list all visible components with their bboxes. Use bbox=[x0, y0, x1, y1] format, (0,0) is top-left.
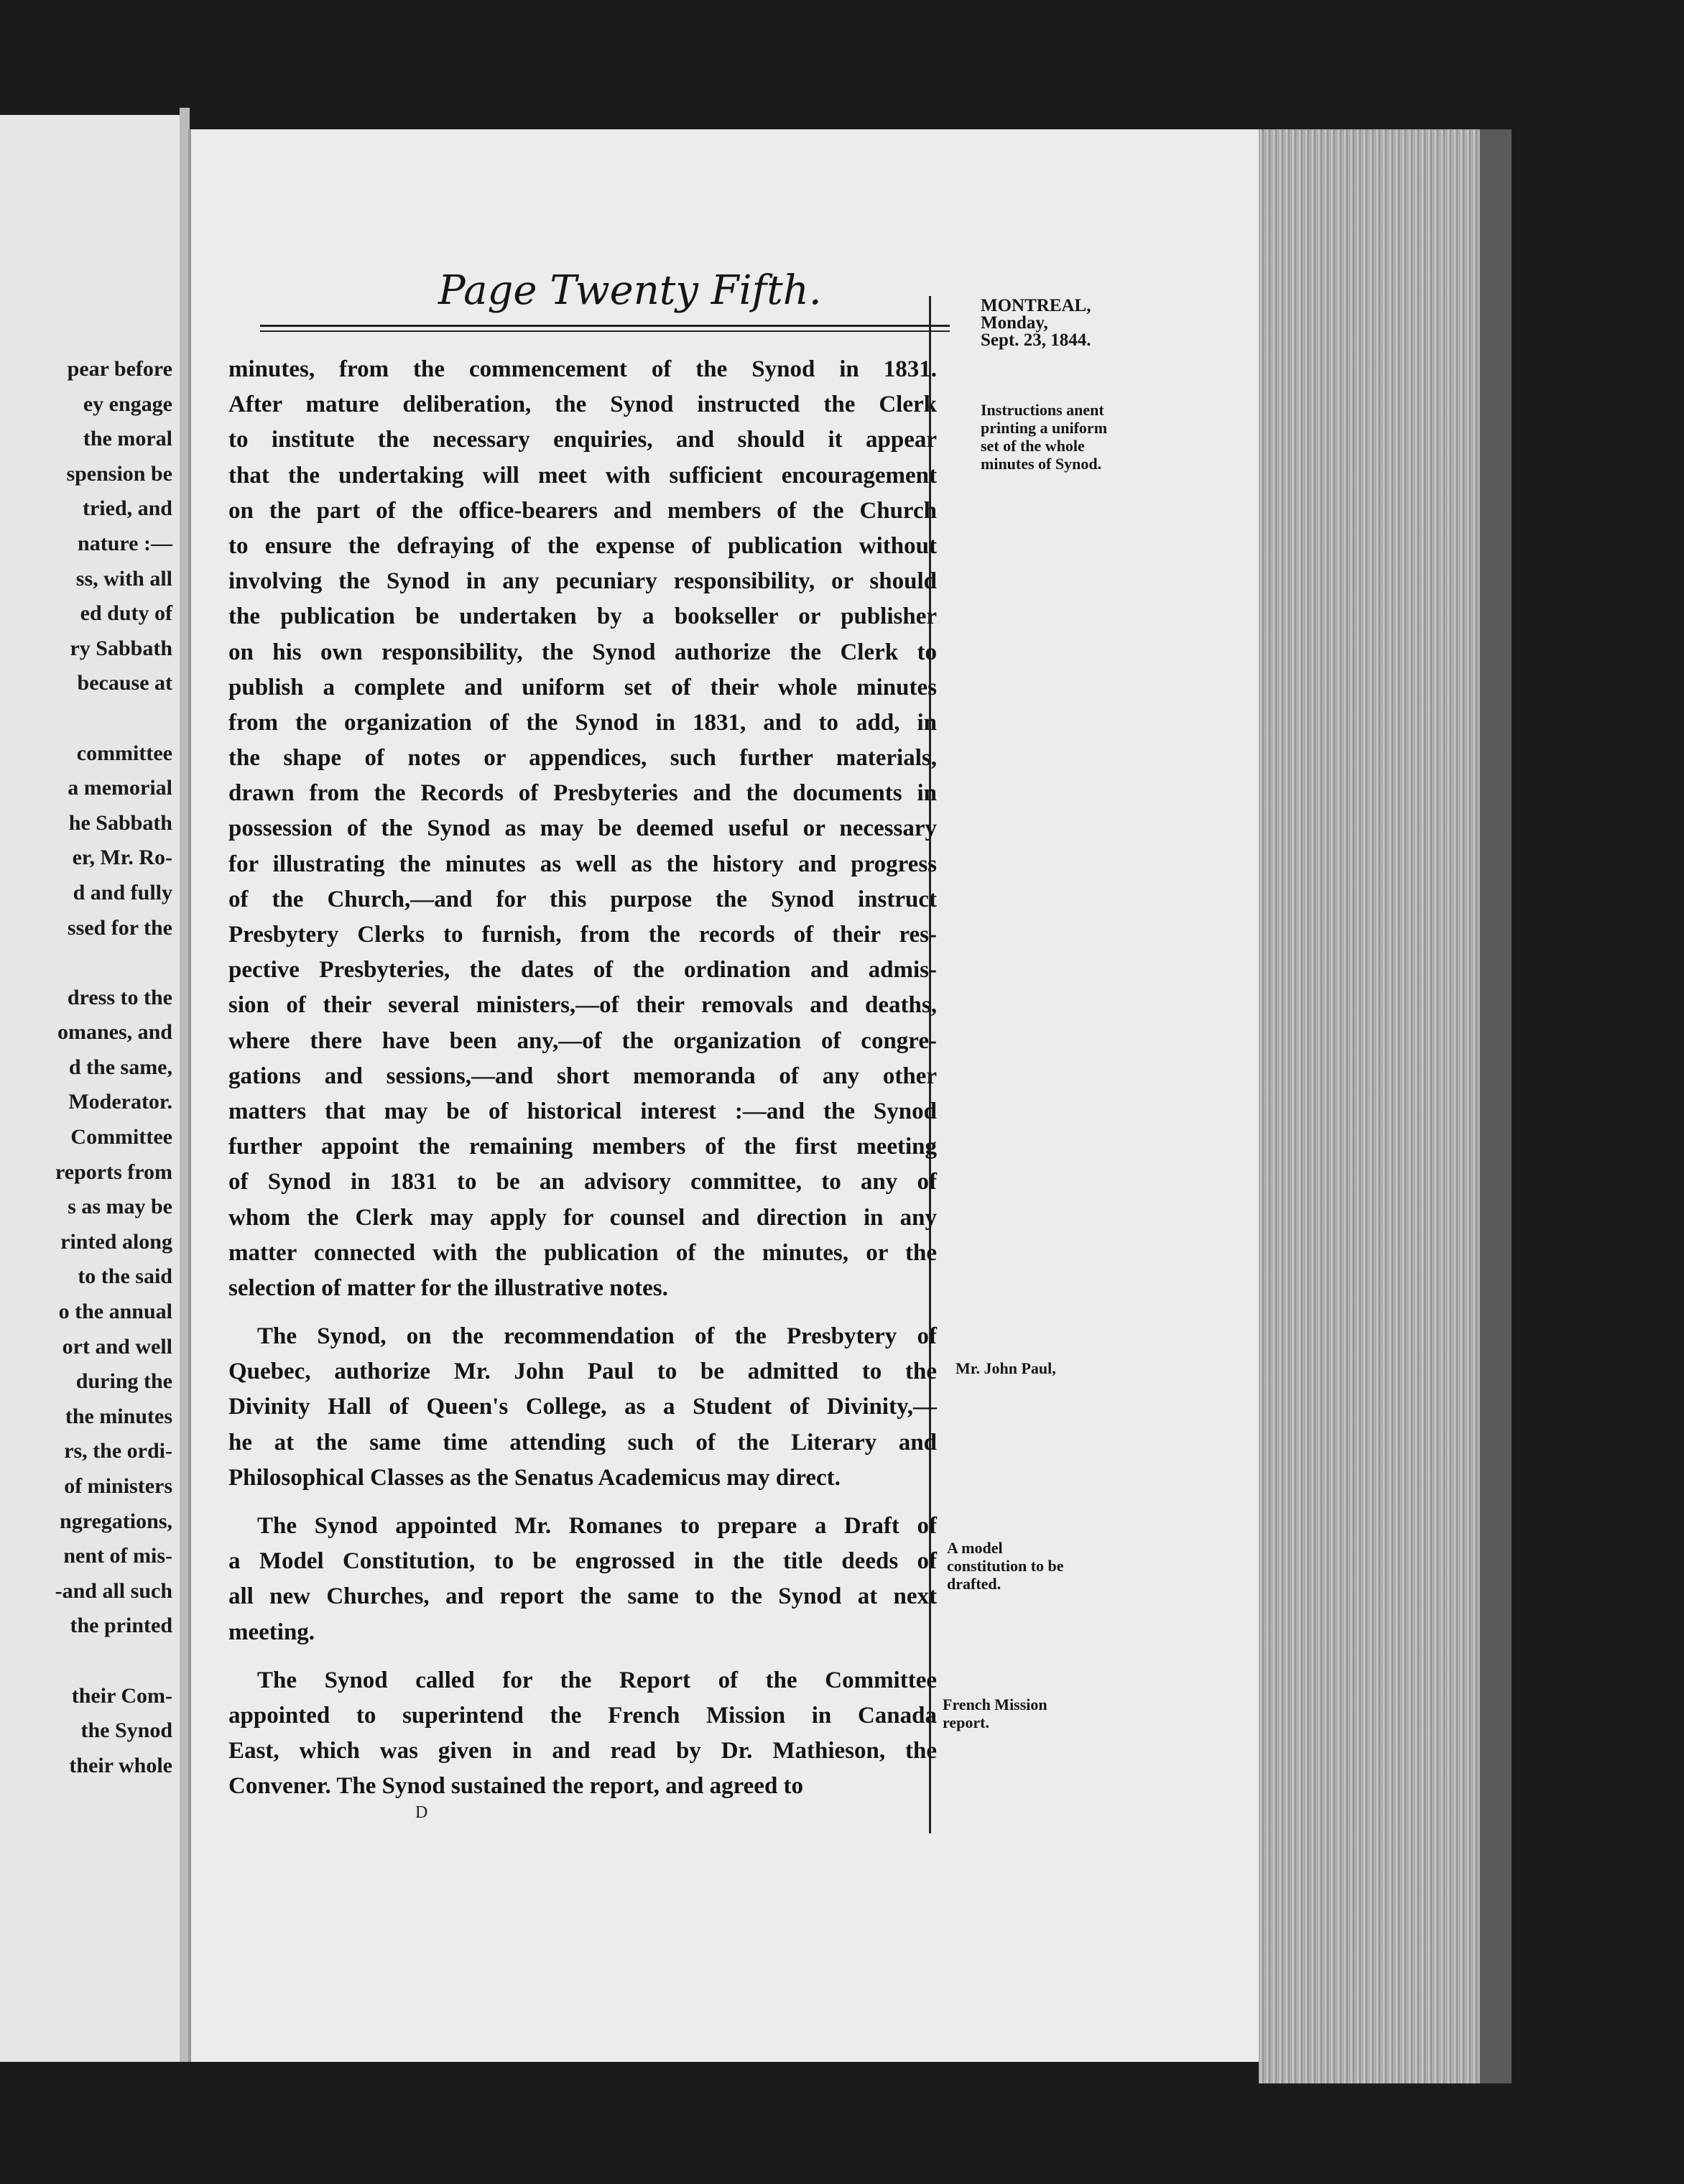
sidenote-line: French Mission bbox=[943, 1695, 1047, 1713]
facing-page-line: ss, with all bbox=[75, 566, 172, 591]
text-line: sion of their several ministers,—of their removals and deaths, bbox=[228, 992, 937, 1019]
facing-page-line: nature :— bbox=[78, 531, 172, 555]
facing-page-line: the moral bbox=[83, 427, 172, 451]
text-line: from the organization of the Synod in 1831, and to add, in bbox=[228, 709, 937, 736]
text-line: the shape of notes or appendices, such further materials, bbox=[228, 745, 937, 772]
sidenote-line: minutes of Synod. bbox=[981, 455, 1102, 473]
text-line: publish a complete and uniform set of their whole minutes bbox=[228, 674, 937, 700]
text-line: meeting. bbox=[228, 1619, 315, 1645]
text-line: Presbytery Clerks to furnish, from the records of their res- bbox=[228, 922, 937, 948]
sidenote-line: drafted. bbox=[947, 1575, 1001, 1593]
facing-page-line: of ministers bbox=[64, 1474, 172, 1498]
book-cover-edge bbox=[1480, 129, 1512, 2083]
facing-page-line: reports from bbox=[55, 1160, 172, 1184]
facing-page-line: ey engage bbox=[83, 392, 172, 416]
facing-page-line: d and fully bbox=[73, 880, 172, 904]
paragraph-gap bbox=[228, 1496, 937, 1509]
sidenote-line: constitution to be bbox=[947, 1557, 1064, 1575]
text-line: whom the Clerk may apply for counsel and direction in any bbox=[228, 1204, 937, 1231]
facing-page-fragment bbox=[0, 115, 180, 2062]
paragraph-gap bbox=[228, 1306, 937, 1319]
facing-page-line: their Com- bbox=[71, 1683, 172, 1708]
sidenote-line: Instructions anent bbox=[981, 401, 1104, 419]
facing-page-line: ssed for the bbox=[67, 915, 172, 940]
facing-page-line: because at bbox=[77, 671, 172, 695]
text-line: where there have been any,—of the organization of congre- bbox=[228, 1027, 937, 1054]
text-line: gations and sessions,—and short memoranda of any other bbox=[228, 1063, 937, 1089]
facing-page-line: s as may be bbox=[68, 1195, 172, 1219]
text-line: After mature deliberation, the Synod instructed the Clerk bbox=[228, 392, 937, 418]
facing-page-line: tried, and bbox=[82, 496, 172, 521]
paragraph bbox=[228, 1663, 937, 1805]
text-line: Quebec, authorize Mr. John Paul to be admitted to the bbox=[228, 1359, 937, 1385]
facing-page-line: the Synod bbox=[80, 1718, 172, 1743]
text-line: The Synod called for the Report of the Committee bbox=[257, 1667, 937, 1693]
page-edges bbox=[1259, 129, 1510, 2083]
header-rule bbox=[260, 325, 950, 327]
text-line: of the Church,—and for this purpose the Synod instruct bbox=[228, 886, 937, 912]
sidenote-day: Monday, bbox=[981, 313, 1048, 333]
facing-page-line: -and all such bbox=[55, 1578, 172, 1603]
signature-mark: D bbox=[415, 1803, 428, 1822]
facing-page-line: omanes, and bbox=[57, 1020, 172, 1045]
text-line: matters that may be of historical interest :—and the Synod bbox=[228, 1098, 937, 1124]
facing-page-line: spension be bbox=[66, 461, 172, 486]
text-line: a Model Constitution, to be engrossed in the title deeds of bbox=[228, 1548, 937, 1575]
text-line: Divinity Hall of Queen's College, as a Student of Divinity,— bbox=[228, 1394, 937, 1420]
facing-page-line: Moderator. bbox=[68, 1090, 172, 1114]
text-line: that the undertaking will meet with sufficient encouragement bbox=[228, 462, 937, 489]
facing-page-line: er, Mr. Ro- bbox=[72, 846, 172, 870]
facing-page-line: the minutes bbox=[65, 1404, 172, 1428]
text-line: on his own responsibility, the Synod authorize the Clerk to bbox=[228, 639, 937, 665]
paragraph-gap bbox=[228, 1650, 937, 1663]
facing-page-line: o the annual bbox=[58, 1300, 172, 1324]
text-line: East, which was given in and read by Dr. Mathieson, the bbox=[228, 1738, 937, 1764]
text-line: involving the Synod in any pecuniary responsibility, or should bbox=[228, 568, 937, 595]
sidenote-date: Sept. 23, 1844. bbox=[981, 330, 1091, 350]
facing-page-line: nent of mis- bbox=[63, 1544, 172, 1568]
text-line: matter connected with the publication of the minutes, or the bbox=[228, 1239, 937, 1266]
sidenote-place-date bbox=[981, 297, 1091, 349]
facing-page-line: ngregations, bbox=[60, 1509, 172, 1533]
text-line: for illustrating the minutes as well as the history and progress bbox=[228, 851, 937, 877]
sidenote-french-mission bbox=[943, 1695, 1047, 1731]
facing-page-line: ry Sabbath bbox=[70, 636, 172, 660]
facing-page-line: he Sabbath bbox=[68, 810, 172, 835]
text-line: selection of matter for the illustrative notes. bbox=[228, 1274, 668, 1301]
facing-page-line: ed duty of bbox=[80, 601, 172, 626]
text-line: all new Churches, and report the same to the Synod at next bbox=[228, 1583, 937, 1610]
paragraph bbox=[228, 352, 937, 1306]
facing-page-line bbox=[1, 945, 172, 981]
text-line: minutes, from the commencement of the Synod in 1831. bbox=[228, 356, 937, 382]
text-line: further appoint the remaining members of the first meeting bbox=[228, 1134, 937, 1160]
facing-page-line: their whole bbox=[69, 1753, 172, 1777]
sidenote-model-constitution bbox=[947, 1539, 1064, 1593]
facing-page-line bbox=[1, 1644, 172, 1679]
text-line: the publication be undertaken by a bookseller or publisher bbox=[228, 603, 937, 630]
facing-page-line: pear before bbox=[67, 357, 172, 381]
sidenote-place: MONTREAL, bbox=[981, 296, 1091, 315]
sidenote-line: A model bbox=[947, 1539, 1003, 1557]
paragraph bbox=[228, 1319, 937, 1496]
facing-page-line: rs, the ordi- bbox=[64, 1439, 172, 1463]
running-head: Page Twenty Fifth. bbox=[438, 267, 822, 314]
facing-page-line: the printed bbox=[70, 1614, 172, 1638]
text-line: to institute the necessary enquiries, and should it appear bbox=[228, 427, 937, 453]
facing-page-line: d the same, bbox=[68, 1055, 172, 1079]
sidenote-instructions bbox=[981, 401, 1107, 473]
text-line: The Synod, on the recommendation of the Presbytery of bbox=[257, 1323, 937, 1350]
text-line: drawn from the Records of Presbyteries and the documents in bbox=[228, 780, 937, 807]
text-line: Convener. The Synod sustained the report, and agreed to bbox=[228, 1773, 804, 1800]
text-line: Philosophical Classes as the Senatus Academicus may direct. bbox=[228, 1464, 841, 1491]
text-line: appointed to superintend the French Mission in Canada bbox=[228, 1702, 937, 1729]
sidenote-john-paul: Mr. John Paul, bbox=[956, 1359, 1056, 1377]
facing-page-line: rinted along bbox=[60, 1229, 172, 1254]
sidenote-line: report. bbox=[943, 1713, 989, 1731]
text-line: of Synod in 1831 to be an advisory committee, to any of bbox=[228, 1169, 937, 1195]
sidenote-line: set of the whole bbox=[981, 437, 1085, 455]
text-line: on the part of the office-bearers and members of the Church bbox=[228, 497, 937, 524]
text-line: to ensure the defraying of the expense of publication without bbox=[228, 532, 937, 559]
facing-page-line: Committee bbox=[70, 1125, 172, 1149]
facing-page-line: during the bbox=[75, 1369, 172, 1394]
facing-page-line: committee bbox=[76, 741, 172, 765]
text-line: he at the same time attending such of the Literary and bbox=[228, 1429, 937, 1456]
facing-page-line: ort and well bbox=[62, 1334, 172, 1359]
text-line: possession of the Synod as may be deemed useful or necessary bbox=[228, 815, 937, 842]
facing-page-line: dress to the bbox=[67, 985, 172, 1009]
text-line: pective Presbyteries, the dates of the ordination and admis- bbox=[228, 957, 937, 984]
facing-page-text bbox=[1, 352, 172, 1783]
facing-page-line: a memorial bbox=[68, 776, 172, 800]
header-rule bbox=[260, 330, 950, 332]
paragraph bbox=[228, 1509, 937, 1650]
facing-page-line bbox=[1, 701, 172, 736]
facing-page-line: to the said bbox=[78, 1264, 172, 1289]
main-text bbox=[228, 352, 937, 1805]
sidenote-line: printing a uniform bbox=[981, 419, 1108, 437]
text-line: The Synod appointed Mr. Romanes to prepare a Draft of bbox=[257, 1513, 937, 1539]
